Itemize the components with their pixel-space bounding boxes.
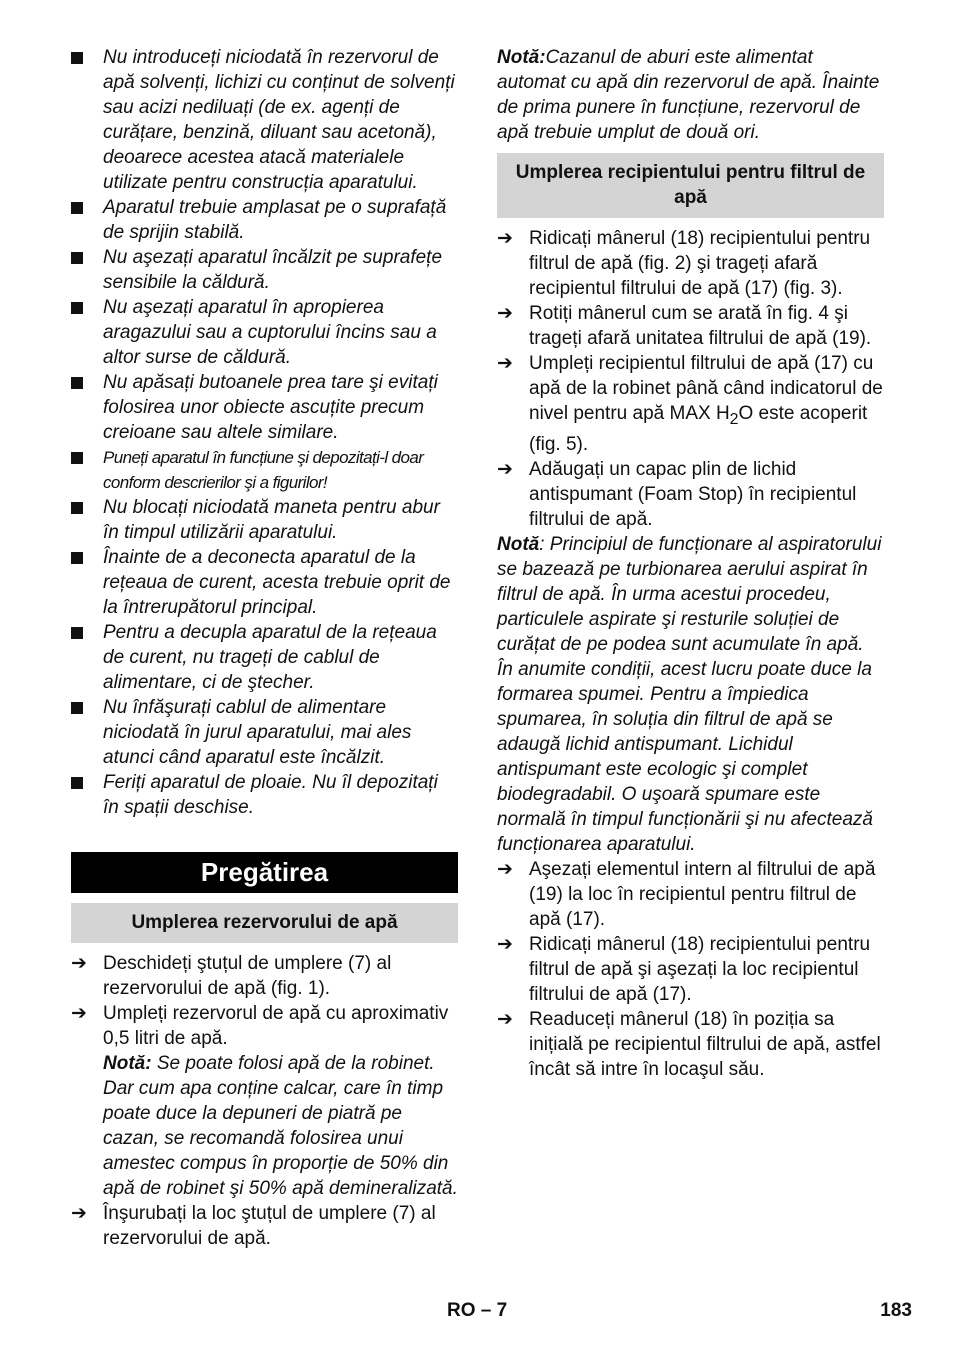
footer-section-label: RO – 7 [447,1300,508,1321]
bullet-text: Nu înfăşurați cablul de alimentare niciodată în jurul aparatului, mai ales atunci când aparatul este încălzit. [103,697,412,768]
square-bullet-icon [71,770,95,796]
safety-bullet [71,45,458,195]
step-text: Deschideți ştuțul de umplere (7) al rezervorului de apă (fig. 1). [103,953,392,999]
bullet-text: Nu aşezați aparatul încălzit pe suprafețe sensibile la căldură. [103,247,443,293]
square-bullet-icon [71,495,95,521]
safety-bullet [71,445,458,495]
bullet-text: Nu aşezați aparatul în apropierea aragazului sau a cuptorului încins sau a altor surse de căldură. [103,297,437,368]
instruction-step [497,932,884,1007]
arrow-right-icon: ➔ [497,303,513,324]
step-text: Înşurubați la loc ştuțul de umplere (7) al rezervorului de apă. [103,1203,436,1249]
step-text: O este acoperit (fig. 5). [529,403,868,455]
instruction-step [497,226,884,301]
bullet-text: Pentru a decupla aparatul de la rețeaua de curent, nu trageți de cablul de alimentare, ci de ştecher. [103,622,437,693]
square-bullet-icon [71,370,95,396]
arrow-right-icon: ➔ [71,1003,87,1024]
square-bullet-icon [71,620,95,646]
safety-bullet [71,545,458,620]
safety-bullet [71,245,458,295]
step-text: Adăugați un capac plin de lichid antispumant (Foam Stop) în recipientul filtrului de apă. [529,458,857,530]
bullet-text: Aparatul trebuie amplasat pe o suprafață de sprijin stabilă. [103,197,447,243]
bullet-text: Înainte de a deconecta aparatul de la rețeaua de curent, acesta trebuie oprit de la întrerupătorul principal. [103,547,451,618]
instruction-step [497,301,884,351]
subsection-title: Umplerea recipientului pentru filtrul de apă [497,153,884,218]
instruction-step [497,1007,884,1082]
subscript-two: 2 [729,410,739,428]
bullet-text: Nu introduceți niciodată în rezervorul de apă solvenți, lichizi cu conținut de solvenți sau acizi nediluați (de ex. agenți de curățare, benzină, diluant sau acetonă), deoarece acestea atacă materialele utilizate pentru construcția aparatului. [103,47,455,193]
note-text: Se poate folosi apă de la robinet. Dar cum apa conține calcar, care în timp poate duce la depuneri de piatră pe cazan, se recomandă folosirea unui amestec compus în proporție de 50% din apă de robinet şi 50% apă demineralizată. [103,1053,458,1199]
square-bullet-icon [71,445,95,471]
arrow-right-icon: ➔ [497,933,513,955]
safety-bullet [71,495,458,545]
bullet-text: Feriți aparatul de ploaie. Nu îl depozitați în spații deschise. [103,772,438,818]
bullet-text: Nu apăsați butoanele prea tare şi evitați folosirea unor obiecte ascuțite precum creioane sau altele similare. [103,372,438,443]
arrow-right-icon: ➔ [497,458,513,480]
note-label: Notă: [103,1053,152,1074]
safety-bullet [71,770,458,820]
arrow-right-icon: ➔ [71,1203,87,1224]
subsection-title: Umplerea rezervorului de apă [71,903,458,943]
instruction-step [497,457,884,532]
arrow-right-icon: ➔ [71,953,87,974]
square-bullet-icon [71,45,95,71]
note-paragraph [497,532,884,857]
step-text: Ridicați mânerul (18) recipientului pentru filtrul de apă (fig. 2) şi trageți afară recipientul filtrului de apă (17) (fig. 3). [529,228,871,299]
note-text: : Principiul de funcționare al aspiratorului se bazează pe turbionarea aerului aspirat în filtrul de apă. În urma acestui procedeu, particulele aspirate şi resturile soluției de curățat de pe podea sunt acumulate în apă. În anumite condiții, acest lucru poate duce la formarea spumei. Pentru a împiedica spumarea, în soluția din filtrul de apă se adaugă lichid antispumant. Lichidul antispumant este ecologic şi complet biodegradabil. O uşoară spumare este normală în timpul funcționării şi nu afectează funcționarea aparatului. [497,533,882,855]
instruction-step [71,951,458,1001]
square-bullet-icon [71,195,95,221]
safety-bullet [71,295,458,370]
square-bullet-icon [71,245,95,271]
note-text: Cazanul de aburi este alimentat automat cu apă din rezervorul de apă. Înainte de prima punere în funcțiune, rezervorul de apă trebuie umplut de două ori. [497,47,880,143]
safety-bullet [71,370,458,445]
note-label: Notă [497,533,540,555]
step-text: Aşezați elementul intern al filtrului de apă (19) la loc în recipientul pentru filtrul de apă (17). [529,858,876,930]
instruction-step [71,1001,458,1201]
bullet-text: Nu blocați niciodată maneta pentru abur în timpul utilizării aparatului. [103,497,440,543]
step-text: Umpleți recipientul filtrului de apă (17) cu apă de la robinet până când indicatorul de nivel pentru apă MAX H [529,353,883,424]
safety-bullet [71,195,458,245]
instruction-step [497,857,884,932]
instruction-step [71,1201,458,1251]
step-text: Readuceți mânerul (18) în poziția sa inițială pe recipientul filtrului de apă, astfel încât să intre în locaşul său. [529,1008,881,1080]
square-bullet-icon [71,695,95,721]
right-column [497,45,884,1082]
step-text: Umpleți rezervorul de apă cu aproximativ 0,5 litri de apă. [103,1003,449,1049]
arrow-right-icon: ➔ [497,228,513,249]
step-text: Rotiți mânerul cum se arată în fig. 4 şi trageți afară unitatea filtrului de apă (19). [529,303,872,349]
left-column [71,45,458,1251]
section-title: Pregătirea [71,852,458,893]
square-bullet-icon [71,545,95,571]
step-text: Ridicați mânerul (18) recipientului pentru filtrul de apă şi aşezați la loc recipientul filtrului de apă (17). [529,933,871,1005]
bullet-text: Puneți aparatul în funcțiune şi depozitați-l doar conform descrierilor şi a figurilor! [103,448,424,492]
note-paragraph [497,45,884,145]
page-number: 183 [880,1300,912,1321]
safety-bullet [71,695,458,770]
square-bullet-icon [71,295,95,321]
arrow-right-icon: ➔ [497,1008,513,1030]
instruction-step [497,351,884,457]
arrow-right-icon: ➔ [497,858,513,880]
arrow-right-icon: ➔ [497,353,513,374]
note-label: Notă: [497,47,546,68]
safety-bullet [71,620,458,695]
